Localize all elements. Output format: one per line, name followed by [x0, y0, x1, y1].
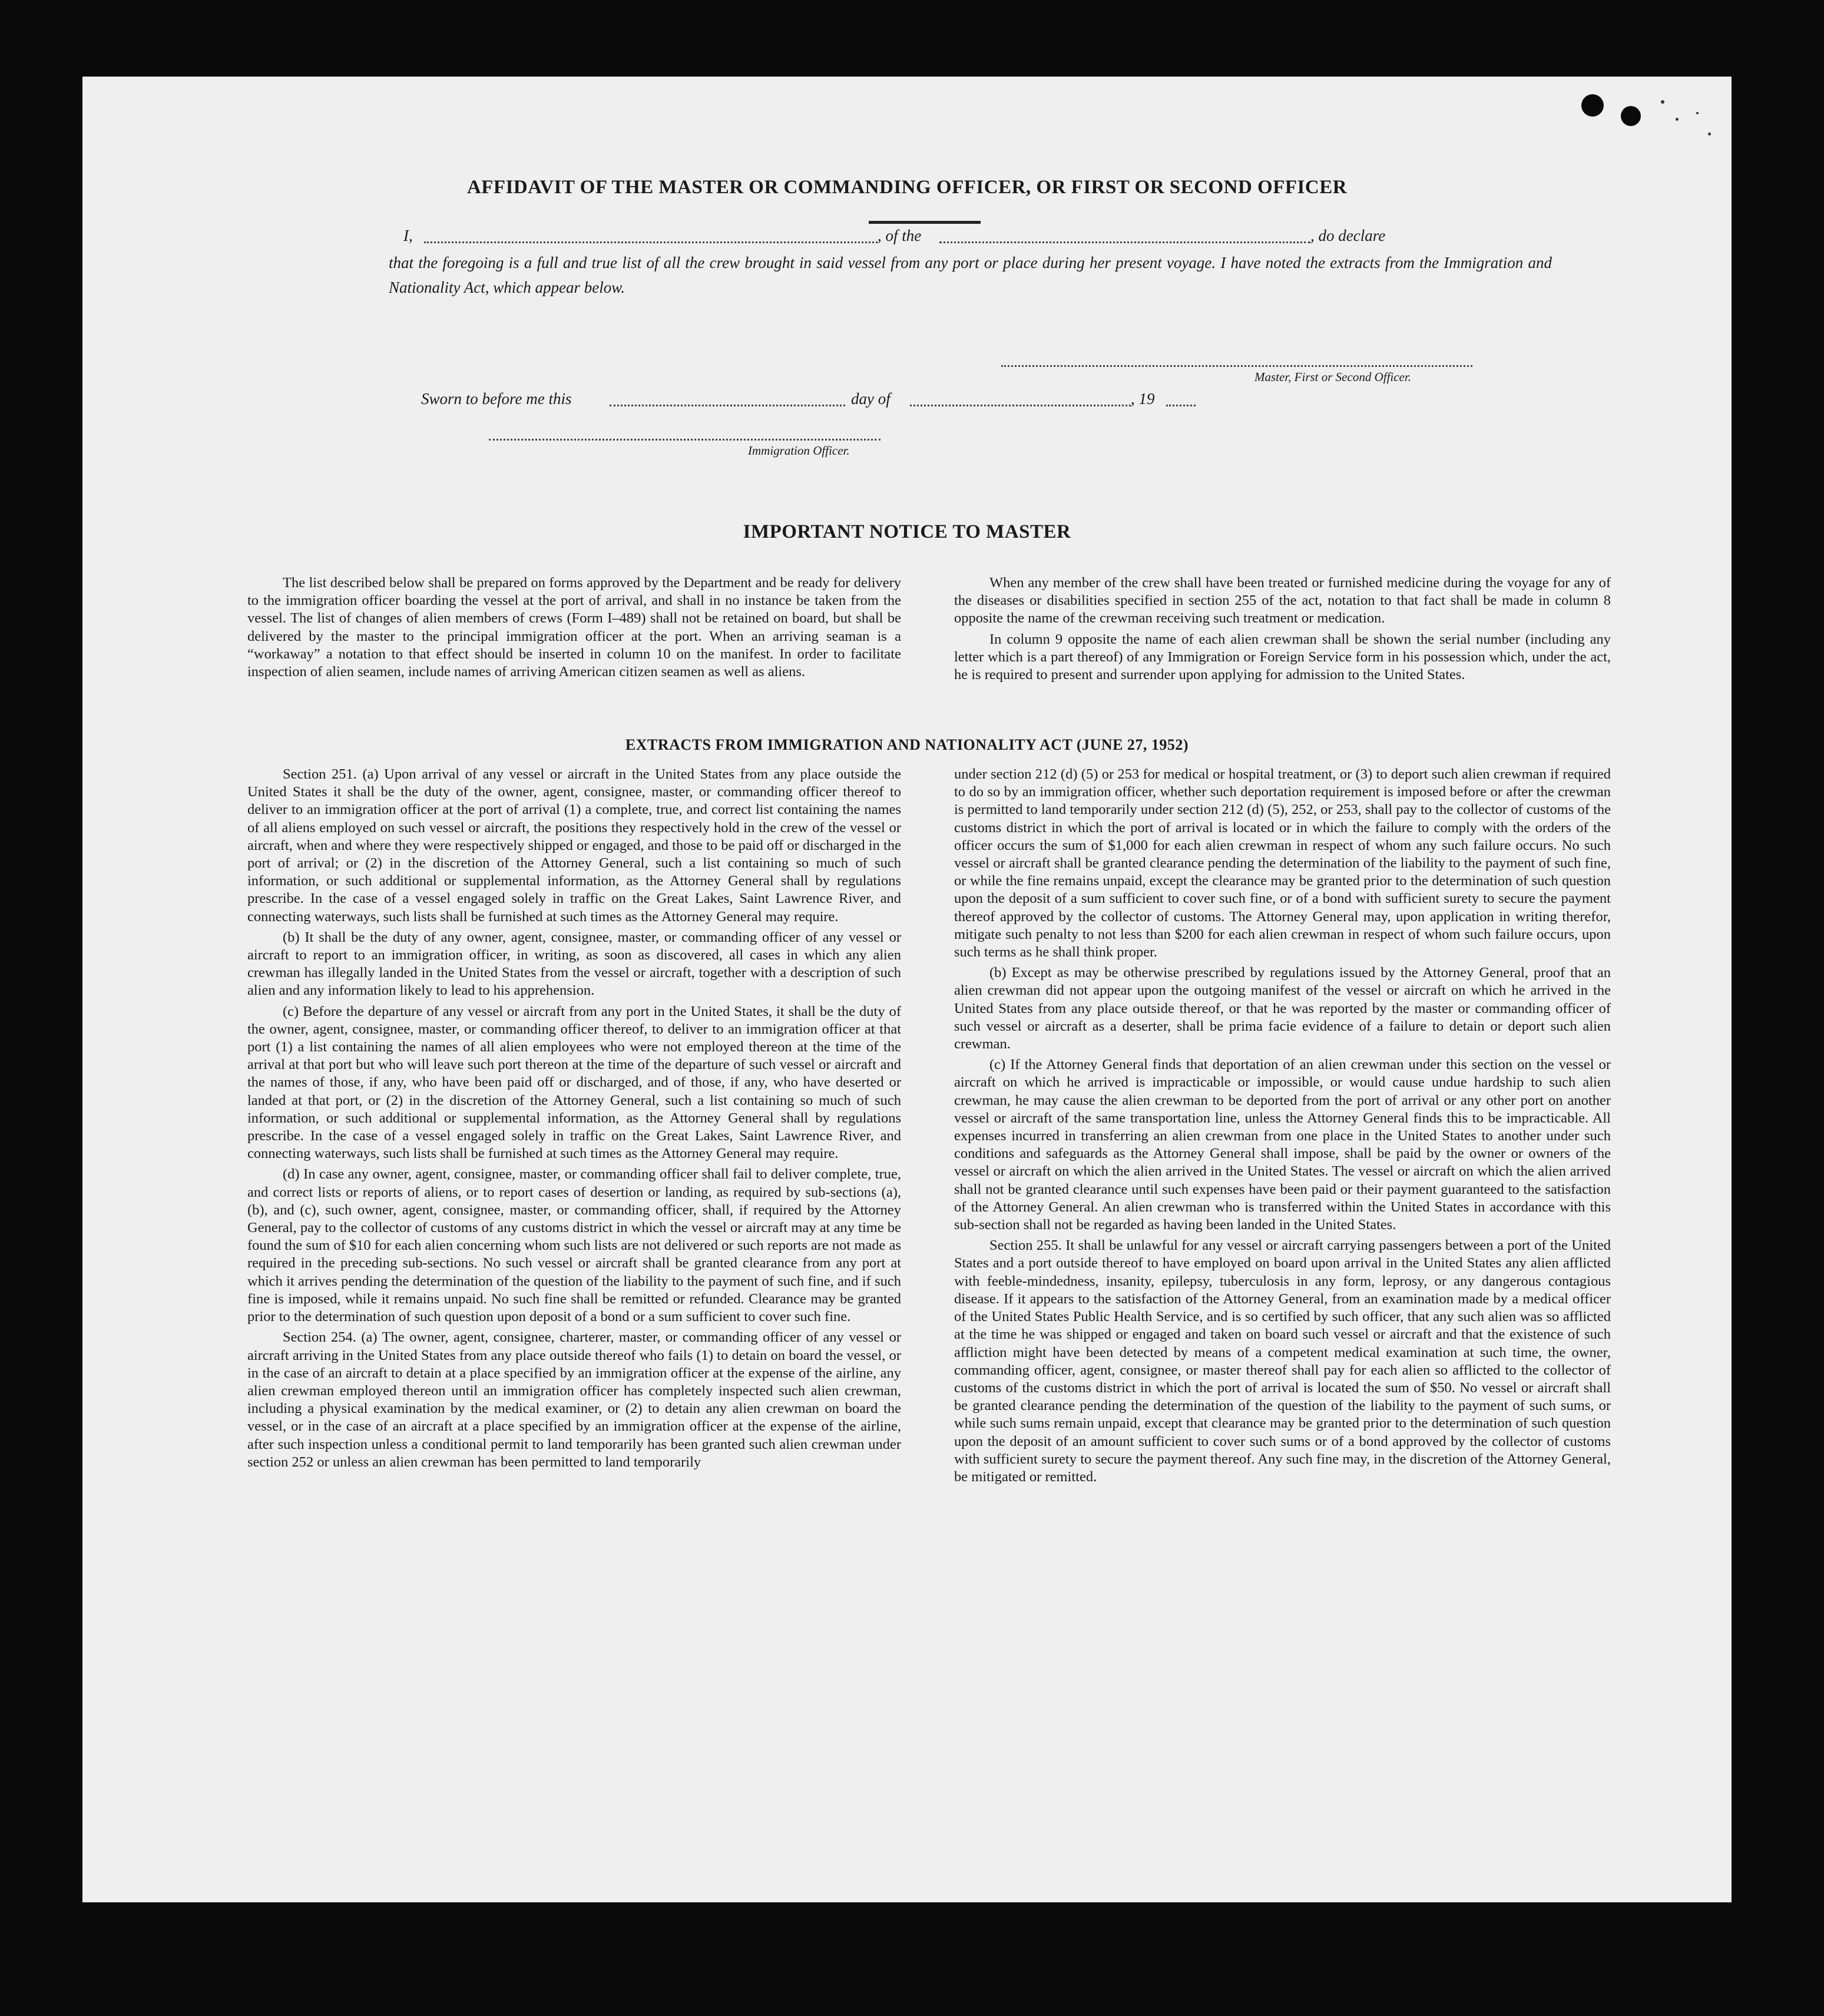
affidavit-title: AFFIDAVIT OF THE MASTER OR COMMANDING OFFICER, OR FIRST OR SECOND OFFICER [466, 177, 1348, 198]
section-251b: (b) It shall be the duty of any owner, agent, consignee, master, or commanding officer of any vessel or aircraft to report to an immigration officer, in writing, as soon as discovered, all cases in which any alien crewman has illegally landed in the United States from the vessel or aircraft, together with a description of such alien and any information likely to lead to his apprehension. [247, 929, 901, 999]
notice-right-paragraph-2: In column 9 opposite the name of each alien crewman shall be shown the serial number (including any letter which is a part thereof) of any Immigration or Foreign Service form in his possession which, under the act, he is required to present and surrender upon applying for admission to the United States. [954, 631, 1611, 683]
notice-left-column [247, 574, 901, 684]
notice-right-column [954, 574, 1611, 687]
sworn-label: Sworn to before me this [421, 390, 572, 408]
section-254c: (c) If the Attorney General finds that deportation of an alien crewman under this section on the vessel or aircraft on which he arrived is impracticable or impossible, or would cause undue hardship to such alien crewman, he may cause the alien crewman to be deported from the port of arrival or any other port on another vessel or aircraft of the same transportation line, unless the Attorney General finds this to be impracticable. All expenses incurred in transferring an alien crewman from one place in the United States to another under such conditions and safeguards as the Attorney General shall impose, shall be paid by the owner or owners of the vessel or aircraft on which the alien arrived in the United States. The vessel or aircraft on which the alien arrived shall not be granted clearance until such expenses have been paid or their payment guaranteed to the satisfaction of the Attorney General. An alien crewman who is transferred within the United States in accordance with this sub-section shall not be regarded as having been landed in the United States. [954, 1057, 1611, 1233]
section-251d: (d) In case any owner, agent, consignee, master, or commanding officer shall fail to deliver complete, true, and correct lists or reports of aliens, or to report cases of desertion or landing, as required by sub-sections (a), (b), and (c), such owner, agent, consignee, master, or commanding officer, shall, if required by the Attorney General, pay to the collector of customs of any customs district in which the vessel or aircraft may at any time be found the sum of $10 for each alien concerning whom such lists are not delivered or such reports are not made as required in the preceding sub-sections. No such vessel or aircraft shall be granted clearance from any port at which it arrives pending the determination of the question of the liability to the payment of such fine, and if such fine is imposed, while it remains unpaid. No such fine shall be remitted or refunded. Clearance may be granted prior to the determination of such question upon deposit of a bond or a sum sufficient to cover such fine. [247, 1166, 901, 1325]
scan-speck [1708, 133, 1711, 135]
master-signature-line [1001, 365, 1472, 367]
i-label: I, [403, 227, 413, 244]
scan-speck [1696, 112, 1699, 114]
of-the-label: , of the [878, 227, 922, 244]
year-field-line [1166, 405, 1196, 406]
officer-caption: Immigration Officer. [748, 443, 850, 458]
name-field-line [424, 241, 878, 243]
section-254a-continued: under section 212 (d) (5) or 253 for medical or hospital treatment, or (3) to deport such alien crewman if required to do so by an immigration officer, whether such deportation requirement is imposed before or after the crewman is permitted to land temporarily under section 212 (d) (5), 252, or 253, shall pay to the collector of customs of the customs district in which the port of arrival is located or in which the failure to comply with the orders of the officer occurs the sum of $1,000 for each alien crewman in respect of whom any such failure occurs. No such vessel or aircraft shall be granted clearance pending the determination of the liability to the payment of such fine, or while the fine remains unpaid, except the clearance may be granted prior to the determination of such question upon the deposit of a sum sufficient to cover such fine, or of a bond with sufficient surety to secure the payment thereof approved by the collector of customs. The Attorney General may, upon application in writing therefor, mitigate such penalty to not less than $200 for each alien crewman in respect of whom such failure occurs, upon such terms as he shall think proper. [954, 766, 1611, 961]
day-of-label: day of [851, 390, 891, 408]
month-field-line [910, 405, 1131, 406]
do-declare-label: , do declare [1310, 227, 1386, 244]
scan-spot [1581, 94, 1604, 117]
title-rule [869, 221, 981, 224]
vessel-field-line [939, 241, 1310, 243]
affidavit-statement: that the foregoing is a full and true list of all the crew brought in said vessel from any port or place during her present voyage. I have noted the extracts from the Immigration and Nationality Act, which appear below. [389, 254, 1552, 296]
section-255: Section 255. It shall be unlawful for any vessel or aircraft carrying passengers between a port of the United States and a port outside thereof to have employed on board upon arrival in the United States any alien afflicted with feeble-mindedness, insanity, epilepsy, tuberculosis in any form, leprosy, or any dangerous contagious disease. If it appears to the satisfaction of the Attorney General, from an examination made by a medical officer of the United States Public Health Service, and is so certified by such officer, that any such alien was so afflicted at the time he was shipped or engaged and taken on board such vessel or aircraft and that the existence of such affliction might have been detected by means of a competent medical examination at such time, the owner, commanding officer, agent, consignee, or master thereof shall pay for each alien so afflicted to the collector of customs of the customs district in which the port of arrival is located the sum of $50. No vessel or aircraft shall be granted clearance pending the determination of the question of the liability to the payment of such sums, or while such sums remain unpaid, except that clearance may be granted prior to the determination of such question upon the deposit of an amount sufficient to cover such sums or of a bond approved by the collector of customs with sufficient surety to secure the payment thereof. Any such fine may, in the discretion of the Attorney General, be mitigated or remitted. [954, 1237, 1611, 1485]
scan-speck [1676, 118, 1679, 121]
officer-signature-line [489, 439, 880, 441]
scan-speck [1661, 100, 1664, 104]
extracts-right-column [954, 766, 1611, 1489]
extracts-left-column [247, 766, 901, 1474]
master-caption: Master, First or Second Officer. [1254, 370, 1411, 384]
day-field-line [610, 405, 845, 406]
notice-left-paragraph: The list described below shall be prepared on forms approved by the Department and be ready for delivery to the immigration officer boarding the vessel at the port of arrival, and shall in no instance be taken from the vessel. The list of changes of alien members of crews (Form I–489) shall not be retained on board, but shall be delivered by the master to the principal immigration officer at the port. When an arriving seaman is a “workaway” a notation to that effect should be inserted in column 10 on the manifest. In order to facilitate inspection of alien seamen, include names of arriving American citizen seamen as well as aliens. [247, 575, 901, 680]
section-254a: Section 254. (a) The owner, agent, consignee, charterer, master, or commanding officer of any vessel or aircraft arriving in the United States from any place outside thereof who fails (1) to detain on board the vessel, or in the case of an aircraft to detain at a place specified by an immigration officer at the expense of the airline, any alien crewman employed thereon until an immigration officer has completely inspected such alien crewman, including a physical examination by the medical examiner, or (2) to detain any alien crewman on board the vessel, or in the case of an aircraft at a place specified by an immigration officer at the expense of the airline, after such inspection unless a conditional permit to land temporarily has been granted such alien crewman under section 252 or unless an alien crewman has been permitted to land temporarily [247, 1329, 901, 1470]
notice-right-paragraph-1: When any member of the crew shall have been treated or furnished medicine during the voyage for any of the diseases or disabilities specified in section 255 of the act, notation to that fact shall be made in column 8 opposite the name of the crewman receiving such treatment or medication. [954, 575, 1611, 627]
section-251a: Section 251. (a) Upon arrival of any vessel or aircraft in the United States from any place outside the United States it shall be the duty of the owner, agent, consignee, master, or commanding officer thereof to deliver to an immigration officer at the port of arrival (1) a complete, true, and correct list containing the names of all aliens employed on such vessel or aircraft, the positions they respectively hold in the crew of the vessel or aircraft, when and where they were respectively shipped or engaged, and those to be paid off or discharged in the port of arrival; or (2) in the discretion of the Attorney General, such a list containing so much of such information, or such additional or supplemental information, as the Attorney General shall by regulations prescribe. In the case of a vessel engaged solely in traffic on the Great Lakes, Saint Lawrence River, and connecting waterways, such lists shall be furnished at such times as the Attorney General may require. [247, 766, 901, 925]
year-label: , 19 [1131, 390, 1155, 408]
scan-spot [1621, 106, 1641, 126]
section-254b: (b) Except as may be otherwise prescribed by regulations issued by the Attorney General, proof that an alien crewman did not appear upon the outgoing manifest of the vessel or aircraft on which he arrived in the United States from any place outside thereof, or that he was reported by the master or commanding officer of such vessel or aircraft as a deserter, shall be prima facie evidence of a failure to detain or deport such alien crewman. [954, 965, 1611, 1052]
notice-title: IMPORTANT NOTICE TO MASTER [743, 521, 1071, 542]
document-page [82, 77, 1732, 1902]
extracts-title: EXTRACTS FROM IMMIGRATION AND NATIONALITY ACT (JUNE 27, 1952) [625, 736, 1189, 753]
section-251c: (c) Before the departure of any vessel or aircraft from any port in the United States, it shall be the duty of the owner, agent, consignee, master, or commanding officer thereof, to deliver to an immigration officer at that port (1) a list containing the names of all alien employees who were not employed thereon at the time of the arrival at that port but who will leave such port thereon at the time of the departure of such vessel or aircraft and the names of those, if any, who have been paid off or discharged, and of those, if any, who have deserted or landed at that port, or (2) in the discretion of the Attorney General, such a list containing so much of such information, or such additional or supplemental information, as the Attorney General shall by regulations prescribe. In the case of a vessel engaged solely in traffic on the Great Lakes, Saint Lawrence River, and connecting waterways, such lists shall be furnished at such times as the Attorney General may require. [247, 1003, 901, 1162]
